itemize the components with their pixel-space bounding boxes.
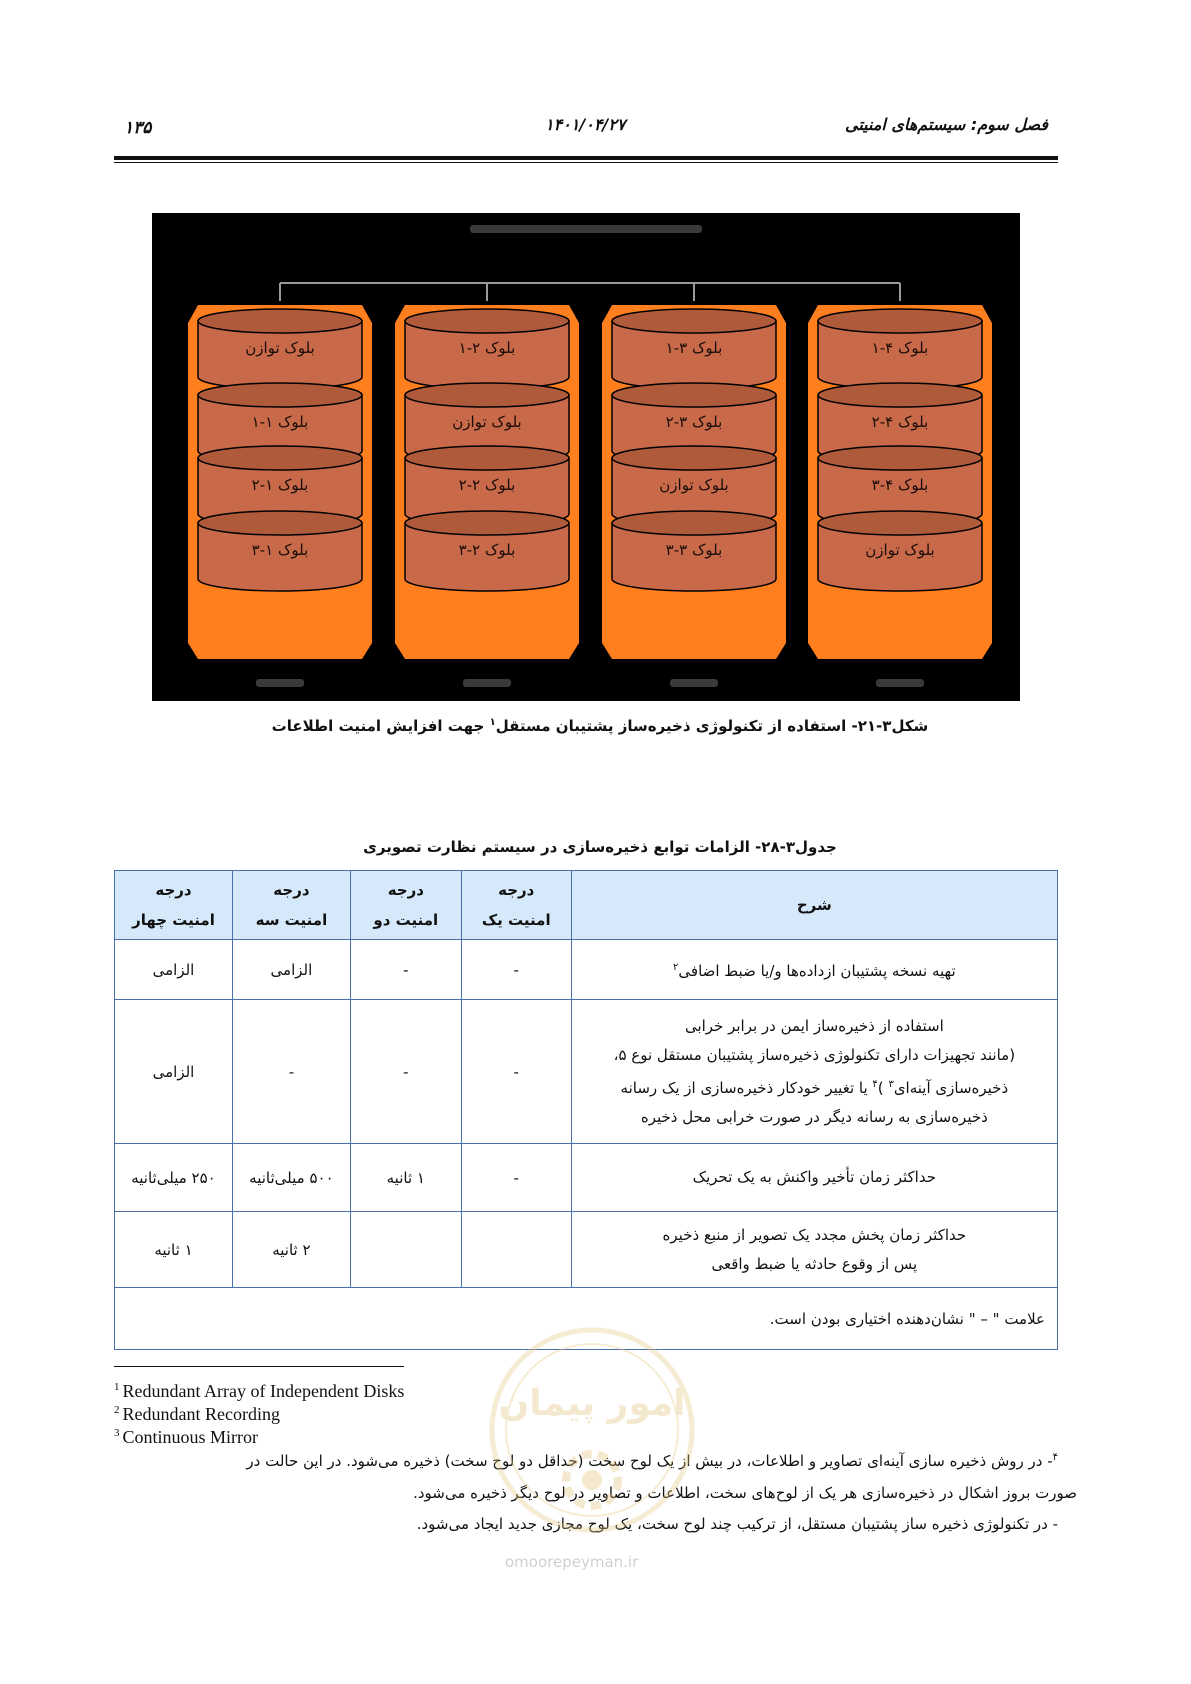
footnote-4-text: - در روش ذخیره سازی آینه‌ای تصاویر و اطلاعات، در بیش از یک لوح سخت (حداقل دو لوح سخت) ذخیره می‌شود. در این حالت در <box>246 1452 1053 1470</box>
row2-level4: الزامی <box>115 1000 233 1144</box>
figure-caption <box>150 717 1050 735</box>
footnote-2-num: 2 <box>114 1404 120 1416</box>
requirements-table <box>114 870 1058 1350</box>
disk-block-label: بلوک توازن <box>452 413 522 431</box>
row3-level1: - <box>461 1144 571 1212</box>
disk-block-label: بلوک توازن <box>245 339 315 357</box>
row3-description: حداکثر زمان تأخیر واکنش به یک تحریک <box>571 1144 1057 1212</box>
chapter-title: فصل سوم: سیستم‌های امنیتی <box>845 115 1048 134</box>
row2-close-paren: ) <box>877 1078 884 1097</box>
watermark-url: omoorepeyman.ir <box>505 1553 639 1571</box>
disk-block <box>405 309 569 389</box>
header-description: شرح <box>571 871 1057 940</box>
drive-4 <box>808 305 992 659</box>
footnote-5: - در تکنولوژی ذخیره ساز پشتیبان مستقل، از ترکیب چند لوح سخت، یک لوح مجازی جدید ایجاد می‌شود. <box>416 1515 1058 1533</box>
disk-block <box>818 309 982 389</box>
disk-block <box>405 511 569 591</box>
header-rule-thick <box>114 156 1058 160</box>
row1-description <box>571 940 1057 1000</box>
footnote-2-text: Redundant Recording <box>122 1404 280 1424</box>
header-date: ۱۴۰۱/۰۴/۲۷ <box>545 115 626 134</box>
disk-block-label: بلوک ۱-۳ <box>251 541 309 559</box>
header-level4-line2: امنیت چهار <box>132 911 215 929</box>
header-level1-line2: امنیت یک <box>481 911 551 929</box>
disk-block-label: بلوک ۴-۲ <box>871 413 929 431</box>
table-row <box>115 940 1058 1000</box>
row1-level3: الزامی <box>232 940 350 1000</box>
drive-2 <box>395 305 579 659</box>
footnote-4-line2: صورت بروز اشکال در ذخیره‌سازی هر یک از لوح‌های سخت، اطلاعات و تصاویر در لوح دیگر ذخیره می‌شود. <box>413 1484 1077 1502</box>
disk-block-label: بلوک توازن <box>659 476 729 494</box>
table-row <box>115 1212 1058 1288</box>
row1-level1: - <box>461 940 571 1000</box>
figure-caption-tail: جهت افزایش امنیت اطلاعات <box>271 717 490 735</box>
table-row <box>115 1144 1058 1212</box>
row2-description <box>571 1000 1057 1144</box>
connector-lines <box>280 283 900 301</box>
disk-block-label: بلوک ۱-۲ <box>251 476 309 494</box>
row2-desc-line4: ذخیره‌سازی به رسانه دیگر در صورت خرابی محل ذخیره <box>640 1107 988 1126</box>
disk-block-label: بلوک ۳-۳ <box>665 541 723 559</box>
row1-level2: - <box>350 940 461 1000</box>
table-note: علامت " – " نشان‌دهنده اختیاری بودن است. <box>115 1288 1058 1350</box>
drive-label-blurred <box>670 679 718 687</box>
row4-level4: ۱ ثانیه <box>115 1212 233 1288</box>
table-header-row <box>115 871 1058 940</box>
header-level2 <box>350 871 461 940</box>
disk-block-label: بلوک توازن <box>865 541 935 559</box>
disk-block-label: بلوک ۲-۲ <box>458 476 516 494</box>
footnote-1-num: 1 <box>114 1381 120 1393</box>
row2-level2: - <box>350 1000 461 1144</box>
disk-block <box>198 511 362 591</box>
footnote-1-text: Redundant Array of Independent Disks <box>122 1381 405 1401</box>
header-level2-line2: امنیت دو <box>373 911 439 929</box>
drive-label-blurred <box>463 679 511 687</box>
header-level2-line1: درجه <box>387 881 424 899</box>
disk-block-label: بلوک ۱-۱ <box>251 413 309 431</box>
disk-block-label: بلوک ۴-۱ <box>871 339 929 357</box>
row4-desc-line1: حداکثر زمان پخش مجدد یک تصویر از منبع ذخیره <box>662 1225 967 1244</box>
row4-level3: ۲ ثانیه <box>232 1212 350 1288</box>
header-rule-thin <box>114 162 1058 163</box>
footnote-3-text: Continuous Mirror <box>122 1427 259 1447</box>
disk-block <box>612 309 776 389</box>
header-level3-line2: امنیت سه <box>255 911 328 929</box>
header-level1-line1: درجه <box>498 881 535 899</box>
row1-desc-text: تهیه نسخه پشتیبان ازداده‌ها و/یا ضبط اضافی <box>678 962 956 980</box>
row2-level1: - <box>461 1000 571 1144</box>
drive-label-blurred <box>876 679 924 687</box>
disk-block-label: بلوک ۲-۱ <box>458 339 516 357</box>
row3-level2: ۱ ثانیه <box>350 1144 461 1212</box>
row2-desc-line3b: یا تغییر خودکار ذخیره‌سازی از یک رسانه <box>620 1078 868 1097</box>
row1-footnote-ref: ۲ <box>673 962 679 973</box>
drive-3 <box>602 305 786 659</box>
disk-block <box>198 309 362 389</box>
header-level1 <box>461 871 571 940</box>
row1-level4: الزامی <box>115 940 233 1000</box>
row2-desc-line1: استفاده از ذخیره‌ساز ایمن در برابر خرابی <box>684 1016 944 1035</box>
drive-label-blurred <box>256 679 304 687</box>
row3-level3: ۵۰۰ میلی‌ثانیه <box>232 1144 350 1212</box>
header-level4-line1: درجه <box>155 881 192 899</box>
disk-block <box>612 511 776 591</box>
row2-desc-line2: (مانند تجهیزات دارای تکنولوژی ذخیره‌ساز پشتیبان مستقل نوع ۵، <box>613 1045 1016 1064</box>
watermark-brand: امور پیمان <box>498 1383 686 1424</box>
footnote-4-num: ۴ <box>1052 1452 1058 1463</box>
disk-block-label: بلوک ۴-۳ <box>871 476 929 494</box>
row4-level2 <box>350 1212 461 1288</box>
disk-block-label: بلوک ۲-۳ <box>458 541 516 559</box>
header-level3 <box>232 871 350 940</box>
disk-block <box>818 511 982 591</box>
drive-1 <box>188 305 372 659</box>
table-caption: جدول۳-۲۸- الزامات توابع ذخیره‌سازی در سیستم نظارت تصویری <box>363 838 837 856</box>
row3-level4: ۲۵۰ میلی‌ثانیه <box>115 1144 233 1212</box>
row4-desc-line2: پس از وقوع حادثه یا ضبط واقعی <box>711 1254 918 1273</box>
watermark-logo <box>472 1320 712 1550</box>
blurred-figure-title <box>470 225 702 233</box>
footnote-3 <box>114 1422 258 1448</box>
raid-figure <box>152 213 1020 701</box>
table-row <box>115 1000 1058 1144</box>
row4-description <box>571 1212 1057 1288</box>
row2-footnote-ref-b: ۴ <box>872 1078 878 1090</box>
header-level4 <box>115 871 233 940</box>
row2-desc-line3a: ذخیره‌سازی آینه‌ای <box>893 1078 1009 1097</box>
header-level3-line1: درجه <box>273 881 310 899</box>
row2-level3: - <box>232 1000 350 1144</box>
footnote-3-num: 3 <box>114 1427 120 1439</box>
raid-diagram <box>152 213 1020 701</box>
row2-footnote-ref-a: ۳ <box>888 1078 894 1090</box>
disk-block-label: بلوک ۳-۱ <box>665 339 723 357</box>
disk-block-label: بلوک ۳-۲ <box>665 413 723 431</box>
footnote-rule <box>114 1366 404 1367</box>
page-number: ۱۳۵ <box>124 118 152 138</box>
figure-caption-main: شکل۳-۲۱- استفاده از تکنولوژی ذخیره‌ساز پشتیبان مستقل <box>495 717 929 735</box>
figure-caption-footnote-ref: ۱ <box>489 717 496 728</box>
drive-labels <box>256 679 924 687</box>
row4-level1 <box>461 1212 571 1288</box>
